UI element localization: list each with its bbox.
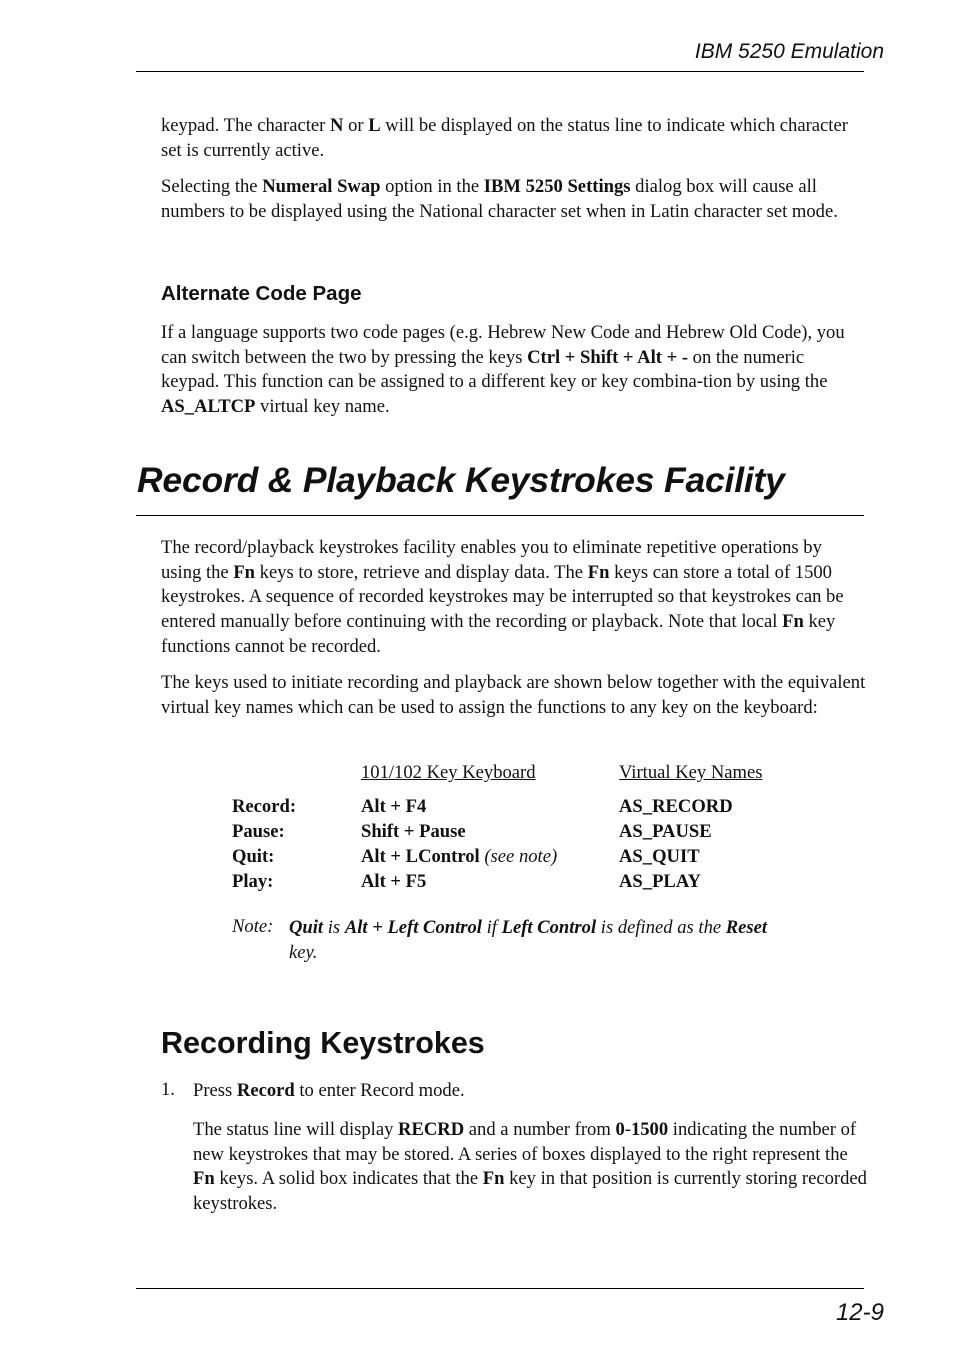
record-paragraph-2 — [161, 671, 866, 720]
record-paragraph-1 — [161, 536, 866, 660]
text-run: keypad. The character — [161, 115, 330, 136]
note-body — [289, 916, 789, 965]
keys-table-header-virtual: Virtual Key Names — [619, 762, 763, 783]
header-rule — [136, 71, 864, 72]
table-row-label: Play: — [232, 871, 274, 892]
text-run: indicating the number of new keystrokes that may be stored. A series of boxes displayed to the right represent the — [193, 1119, 857, 1165]
text-run: key functions cannot be recorded. — [161, 611, 836, 657]
text-run: key. — [289, 941, 318, 963]
bold-run: Record — [236, 1080, 295, 1101]
bold-run: N — [329, 115, 344, 136]
table-row-keys — [361, 845, 557, 870]
text-run: will be displayed on the status line to indicate which character set is currently active. — [161, 115, 848, 161]
text-run: The status line will display — [193, 1119, 399, 1140]
alternate-code-page-paragraph — [161, 321, 866, 420]
text-run: - — [624, 1119, 631, 1140]
table-row-keys: Shift + Pause — [361, 821, 466, 842]
table-row-label: Quit: — [232, 846, 275, 867]
bold-run: Numeral Swap — [262, 176, 381, 197]
bold-run: Fn — [482, 1168, 505, 1190]
text-run: Press — [193, 1080, 237, 1101]
recording-keystrokes-heading: Recording Keystrokes — [161, 1026, 485, 1060]
text-run: virtual key name. — [255, 396, 390, 418]
table-row-label: Pause: — [232, 821, 285, 842]
text-run: The keys used to initiate recording and playback are shown below together with the equivalent virtual key names which can be used to assign the functions to any key on the keyboard: — [161, 672, 866, 718]
text-run: key in that position is currently storing recorded keystrokes. — [193, 1168, 867, 1215]
bold-run: Fn — [193, 1168, 215, 1190]
list-item-step-1 — [193, 1079, 868, 1104]
bold-run: Ctrl + Shift + Alt + - — [527, 346, 689, 368]
bold-run: Left Control — [501, 917, 597, 938]
footer-rule — [136, 1288, 864, 1289]
bold-run: IBM 5250 Settings — [483, 176, 631, 197]
table-row-label: Record: — [232, 796, 297, 817]
bold-run: Quit — [289, 917, 324, 938]
alternate-code-page-heading: Alternate Code Page — [161, 282, 362, 305]
text-run: on the numeric keypad. This function can be assigned to a different key or key combina-tion by using the — [161, 346, 828, 393]
text-run: option in the — [380, 176, 484, 197]
text-run: If a language supports two code pages (e.g. Hebrew New Code and Hebrew Old Code), you can switch between the two by pressing the keys — [161, 322, 845, 368]
text-run: The record/playback keystrokes facility enables you to eliminate repetitive operations by using the — [161, 537, 822, 583]
section-title: Record & Playback Keystrokes Facility — [137, 460, 785, 500]
bold-run: L — [368, 115, 381, 136]
bold-run: 0 — [615, 1119, 625, 1140]
table-row-keys: Alt + F4 — [361, 796, 427, 817]
bold-run: Fn — [233, 561, 256, 583]
bold-run: Fn — [587, 561, 610, 583]
intro-paragraph-2 — [161, 175, 866, 224]
note-label: Note: — [232, 916, 274, 937]
table-row-virtual-key: AS_PAUSE — [619, 821, 712, 842]
keys-table-header-keyboard: 101/102 Key Keyboard — [361, 762, 536, 783]
table-row-virtual-key: AS_PLAY — [619, 871, 701, 892]
text-run: Selecting the — [161, 176, 263, 197]
list-item-step-1-detail — [193, 1118, 868, 1217]
intro-paragraph-1 — [161, 114, 866, 163]
text-run: to enter Record mode. — [294, 1080, 465, 1101]
section-title-rule — [136, 515, 864, 516]
text-run: or — [343, 115, 369, 136]
page-number: 12-9 — [835, 1299, 884, 1326]
text-run: if — [481, 917, 502, 938]
running-header: IBM 5250 Emulation — [694, 40, 884, 63]
table-row-virtual-key: AS_QUIT — [619, 846, 700, 867]
quit-keys: Alt + LControl — [361, 846, 480, 867]
text-run: and a number from — [464, 1119, 616, 1140]
text-run: keys. A solid box indicates that the — [214, 1168, 483, 1190]
table-row-keys: Alt + F5 — [361, 871, 427, 892]
bold-run: 1500 — [630, 1119, 669, 1140]
text-run: keys to store, retrieve and display data. The — [255, 561, 588, 583]
text-run: dialog box will cause all numbers to be displayed using the National character set when in Latin character set mode. — [161, 176, 838, 222]
bold-run: RECRD — [398, 1119, 465, 1140]
see-note: (see note) — [479, 846, 558, 867]
list-item-number: 1. — [161, 1079, 175, 1100]
text-run: is — [323, 917, 345, 938]
bold-run: Alt + Left Control — [344, 917, 482, 938]
text-run: is defined as the — [596, 917, 726, 938]
bold-run: Reset — [725, 917, 768, 938]
bold-run: Fn — [782, 611, 804, 633]
bold-run: AS_ALTCP — [161, 396, 256, 418]
table-row-virtual-key: AS_RECORD — [619, 796, 733, 817]
text-run: keys can store a total of 1500 keystrokes. A sequence of recorded keystrokes may be interrupted so that keystrokes can be entered manually before continuing with the recording or playback. Note that local — [161, 561, 844, 633]
